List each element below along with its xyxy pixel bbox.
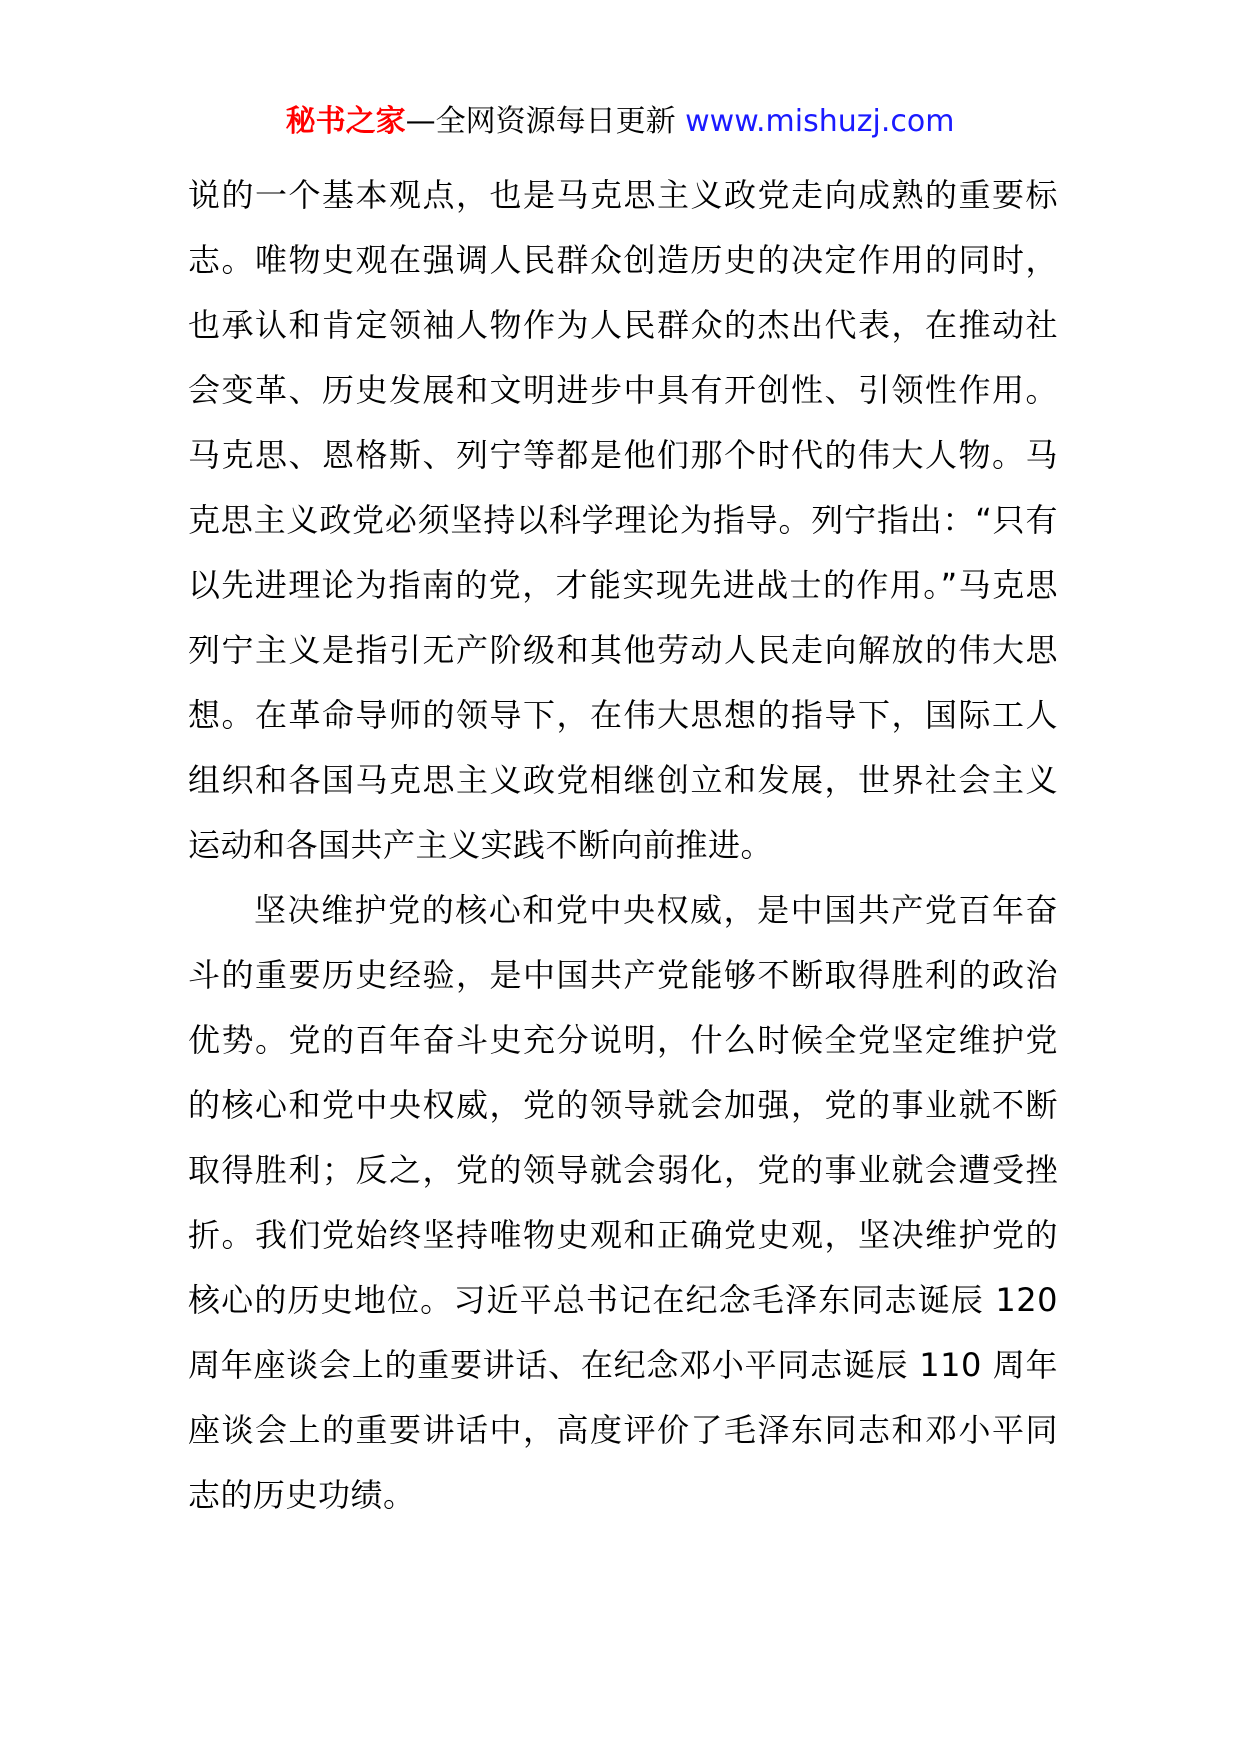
paragraph-continuation: 说的一个基本观点，也是马克思主义政党走向成熟的重要标志。唯物史观在强调人民群众创造历史的决定作用的同时，也承认和肯定领袖人物作为人民群众的杰出代表，在推动社会变革、历史发展和文明进步中具有开创性、引领性作用。马克思、恩格斯、列宁等都是他们那个时代的伟大人物。马克思主义政党必须坚持以科学理论为指导。列宁指出：“只有以先进理论为指南的党，才能实现先进战士的作用。”马克思列宁主义是指引无产阶级和其他劳动人民走向解放的伟大思想。在革命导师的领导下，在伟大思想的指导下，国际工人组织和各国马克思主义政党相继创立和发展，世界社会主义运动和各国共产主义实践不断向前推进。 <box>188 176 1058 864</box>
brand-name: 秘书之家 <box>285 104 406 139</box>
website-link[interactable]: www.mishuzj.com <box>685 104 955 139</box>
page-header <box>0 100 1240 144</box>
document-body <box>188 163 1058 1528</box>
header-tagline: —全网资源每日更新 <box>405 104 686 139</box>
paragraph: 坚决维护党的核心和党中央权威，是中国共产党百年奋斗的重要历史经验，是中国共产党能够不断取得胜利的政治优势。党的百年奋斗史充分说明，什么时候全党坚定维护党的核心和党中央权威，党的领导就会加强，党的事业就不断取得胜利；反之，党的领导就会弱化，党的事业就会遭受挫折。我们党始终坚持唯物史观和正确党史观，坚决维护党的核心的历史地位。习近平总书记在纪念毛泽东同志诞辰 120 周年座谈会上的重要讲话、在纪念邓小平同志诞辰 110 周年座谈会上的重要讲话中，高度评价了毛泽东同志和邓小平同志的历史功绩。 <box>188 891 1058 1514</box>
